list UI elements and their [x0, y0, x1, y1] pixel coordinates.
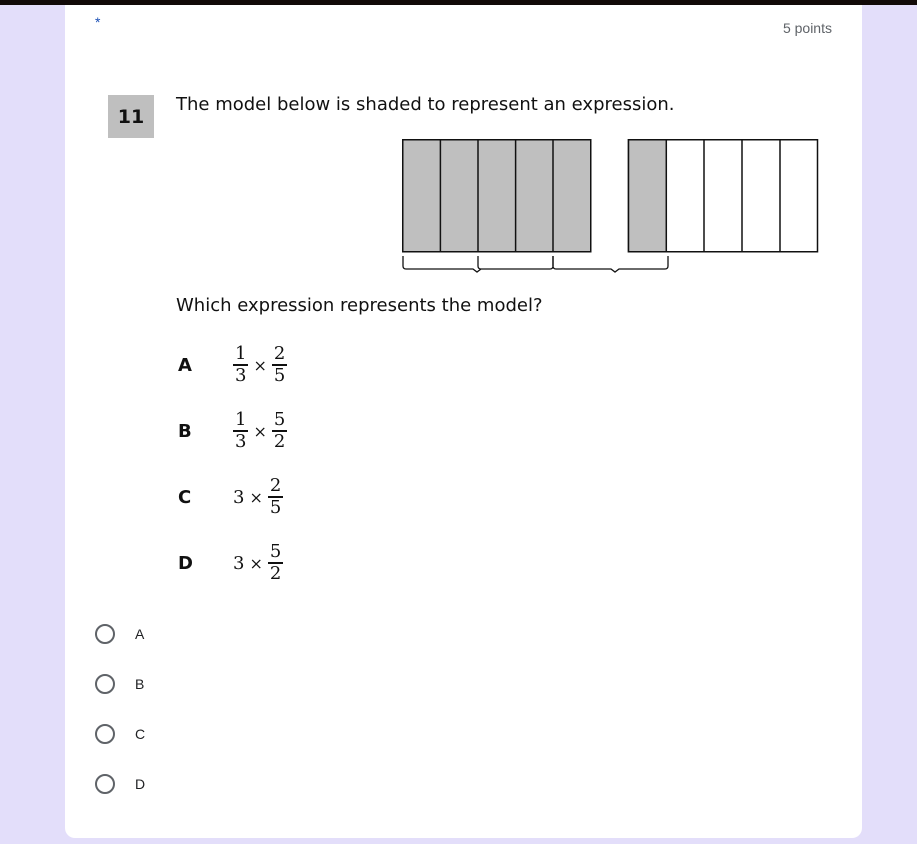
numerator: 2 — [273, 343, 286, 364]
radio-circle-icon[interactable] — [95, 774, 115, 794]
numerator: 2 — [269, 475, 282, 496]
fraction — [233, 345, 248, 385]
numerator: 5 — [269, 541, 282, 562]
radio-label: B — [135, 676, 145, 692]
choice-a — [178, 345, 287, 385]
fraction — [272, 345, 287, 385]
choice-letter: B — [178, 420, 192, 442]
whole-number: 3 — [233, 486, 245, 508]
whole-number: 3 — [233, 552, 245, 574]
denominator: 2 — [269, 563, 282, 584]
fraction — [268, 477, 283, 517]
denominator: 2 — [273, 431, 286, 452]
numerator: 1 — [235, 343, 247, 364]
choice-letter: C — [178, 486, 192, 508]
radio-option-b[interactable] — [95, 674, 144, 694]
fraction-model — [402, 139, 822, 279]
times-sign: × — [249, 553, 263, 573]
choice-d — [178, 543, 283, 583]
radio-label: C — [135, 726, 146, 742]
radio-circle-icon[interactable] — [95, 724, 115, 744]
question-ask: Which expression represents the model? — [176, 295, 543, 316]
radio-option-c[interactable] — [95, 724, 145, 744]
numerator: 5 — [273, 409, 286, 430]
fraction — [272, 411, 287, 451]
denominator: 5 — [269, 497, 282, 518]
radio-circle-icon[interactable] — [95, 624, 115, 644]
choice-letter: D — [178, 552, 193, 574]
times-sign: × — [249, 487, 263, 507]
choice-c — [178, 477, 283, 517]
choice-b — [178, 411, 287, 451]
radio-label: D — [135, 776, 146, 792]
radio-circle-icon[interactable] — [95, 674, 115, 694]
required-marker: * — [95, 14, 101, 30]
radio-option-a[interactable] — [95, 624, 144, 644]
denominator: 3 — [235, 431, 247, 452]
radio-label: A — [135, 626, 145, 642]
times-sign: × — [253, 355, 267, 375]
denominator: 5 — [273, 365, 286, 386]
times-sign: × — [253, 421, 267, 441]
numerator: 1 — [235, 409, 247, 430]
denominator: 3 — [235, 365, 247, 386]
choice-letter: A — [178, 354, 192, 376]
fraction — [233, 411, 248, 451]
fraction — [268, 543, 283, 583]
question-number: 11 — [108, 95, 154, 138]
radio-option-d[interactable] — [95, 774, 145, 794]
points-label: 5 points — [782, 20, 832, 36]
question-prompt: The model below is shaded to represent an expression. — [176, 94, 675, 115]
